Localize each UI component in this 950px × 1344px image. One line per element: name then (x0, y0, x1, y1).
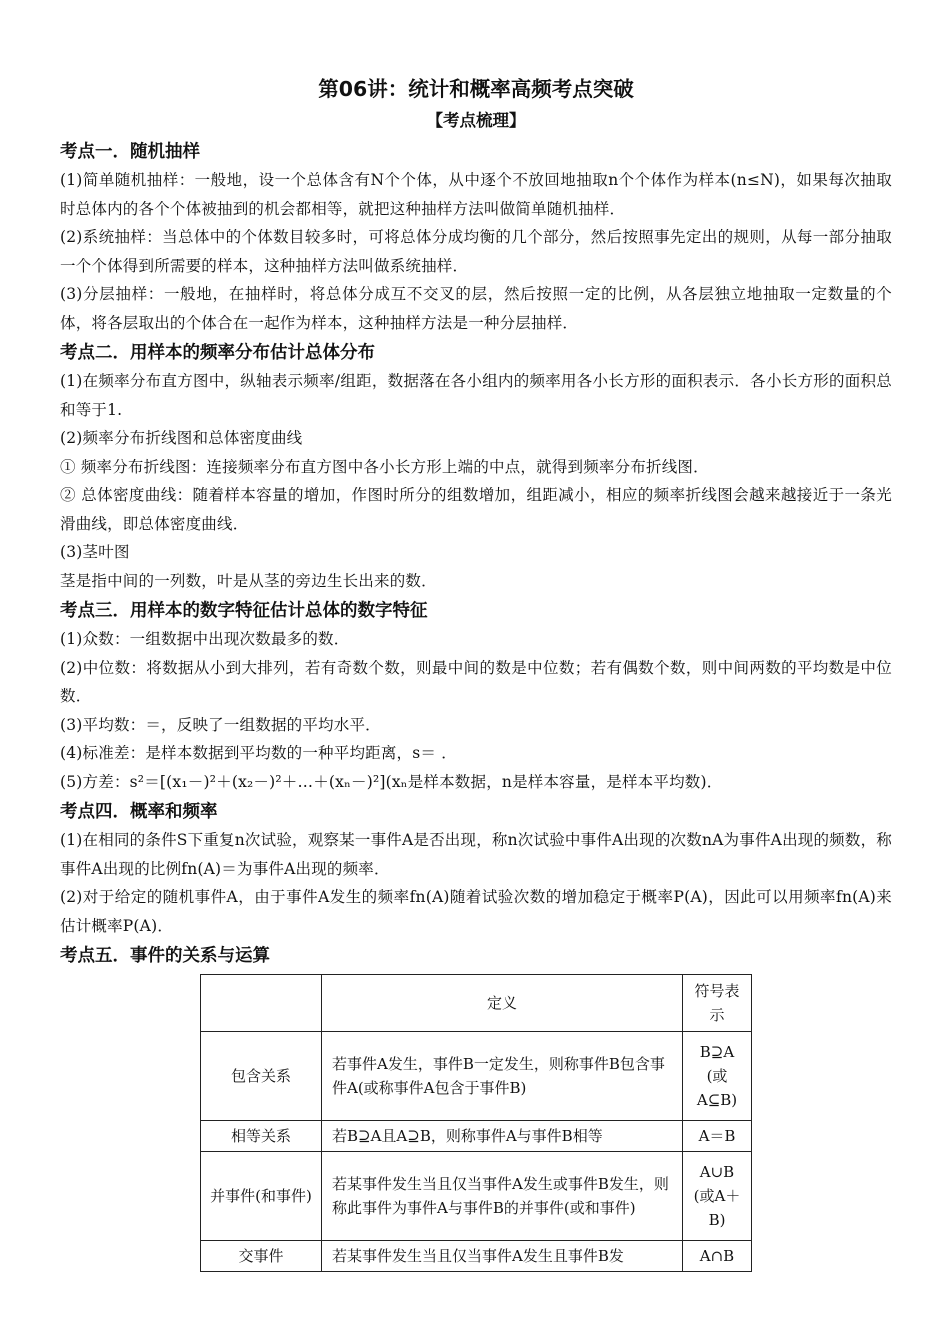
page-title: 第06讲：统计和概率高频考点突破 (318, 77, 634, 101)
relation-symbol: B⊇A (或A⊆B) (683, 1032, 752, 1121)
section-random-sampling (60, 138, 892, 337)
relation-definition: 若某事件发生当且仅当事件A发生或事件B发生，则称此事件为事件A与事件B的并事件(或和事件) (322, 1152, 683, 1241)
paragraph: (1)众数：一组数据中出现次数最多的数． (60, 630, 350, 648)
paragraph: (2)中位数：将数据从小到大排列，若有奇数个数，则最中间的数是中位数；若有偶数个数，则中间两数的平均数是中位数． (60, 658, 892, 705)
relation-name: 相等关系 (201, 1121, 322, 1152)
section-event-relations (60, 942, 892, 1272)
page-subtitle: 【考点梳理】 (426, 111, 526, 130)
paragraph: ① 频率分布折线图：连接频率分布直方图中各小长方形上端的中点，就得到频率分布折线图． (60, 457, 709, 476)
relation-name: 包含关系 (201, 1032, 322, 1121)
paragraph: ② 总体密度曲线：随着样本容量的增加，作图时所分的组数增加，组距减小，相应的频率折线图会越来越接近于一条光滑曲线，即总体密度曲线． (60, 486, 892, 533)
section-title: 考点五．事件的关系与运算 (60, 946, 270, 966)
relation-symbol: A＝B (683, 1121, 752, 1152)
paragraph: (2)对于给定的随机事件A，由于事件A发生的频率fn(A)随着试验次数的增加稳定于概率P(A)，因此可以用频率fn(A)来估计概率P(A)． (60, 888, 892, 935)
paragraph: (3)平均数：＝，反映了一组数据的平均水平． (60, 715, 381, 734)
paragraph: (4)标准差：是样本数据到平均数的一种平均距离，s＝ ． (60, 744, 457, 762)
table-header-definition: 定义 (322, 975, 683, 1032)
paragraph: (1)在频率分布直方图中，纵轴表示频率/组距，数据落在各小组内的频率用各小长方形的面积表示．各小长方形的面积总和等于1. (60, 372, 892, 419)
section-title: 考点三．用样本的数字特征估计总体的数字特征 (60, 601, 428, 621)
table-row (201, 1032, 752, 1121)
event-relations-table (200, 974, 752, 1272)
section-numeric-features (60, 597, 892, 796)
paragraph: (2)系统抽样：当总体中的个体数目较多时，可将总体分成均衡的几个部分，然后按照事先定出的规则，从每一部分抽取一个个体得到所需要的样本，这种抽样方法叫做系统抽样． (60, 228, 892, 275)
paragraph: (3)茎叶图 (60, 543, 130, 561)
section-title: 考点四．概率和频率 (60, 802, 218, 822)
relation-definition: 若事件A发生，事件B一定发生，则称事件B包含事件A(或称事件A包含于事件B) (322, 1032, 683, 1121)
paragraph: (2)频率分布折线图和总体密度曲线 (60, 429, 303, 447)
table-header-row (201, 975, 752, 1032)
section-probability-frequency (60, 798, 892, 940)
section-frequency-distribution (60, 339, 892, 595)
paragraph: (1)在相同的条件S下重复n次试验，观察某一事件A是否出现，称n次试验中事件A出现的次数nA为事件A出现的频数，称事件A出现的比例fn(A)＝为事件A出现的频率． (60, 831, 892, 878)
paragraph: (1)简单随机抽样：一般地，设一个总体含有N个个体，从中逐个不放回地抽取n个个体作为样本(n≤N)，如果每次抽取时总体内的各个个体被抽到的机会都相等，就把这种抽样方法叫做简单随机抽样． (60, 171, 892, 218)
table-header-symbol: 符号表示 (683, 975, 752, 1032)
relation-name: 交事件 (201, 1241, 322, 1272)
paragraph: (3)分层抽样：一般地，在抽样时，将总体分成互不交叉的层，然后按照一定的比例，从各层独立地抽取一定数量的个体，将各层取出的个体合在一起作为样本，这种抽样方法是一种分层抽样． (60, 285, 892, 332)
table-row (201, 1241, 752, 1272)
relation-symbol: A∩B (683, 1241, 752, 1272)
paragraph: 茎是指中间的一列数，叶是从茎的旁边生长出来的数． (60, 571, 437, 590)
section-title: 考点一．随机抽样 (60, 142, 200, 162)
document-page (60, 72, 892, 1274)
table-row (201, 1152, 752, 1241)
relation-name: 并事件(和事件) (201, 1152, 322, 1241)
relation-definition: 若B⊇A且A⊇B，则称事件A与事件B相等 (322, 1121, 683, 1152)
relation-definition: 若某事件发生当且仅当事件A发生且事件B发 (322, 1241, 683, 1272)
relation-symbol: A∪B (或A＋B) (683, 1152, 752, 1241)
table-row (201, 1121, 752, 1152)
paragraph: (5)方差：s²＝[(x₁－)²＋(x₂－)²＋…＋(xₙ－)²](xₙ是样本数据，n是样本容量，是样本平均数)． (60, 772, 723, 791)
table-header-empty (201, 975, 322, 1032)
section-title: 考点二．用样本的频率分布估计总体分布 (60, 343, 375, 363)
